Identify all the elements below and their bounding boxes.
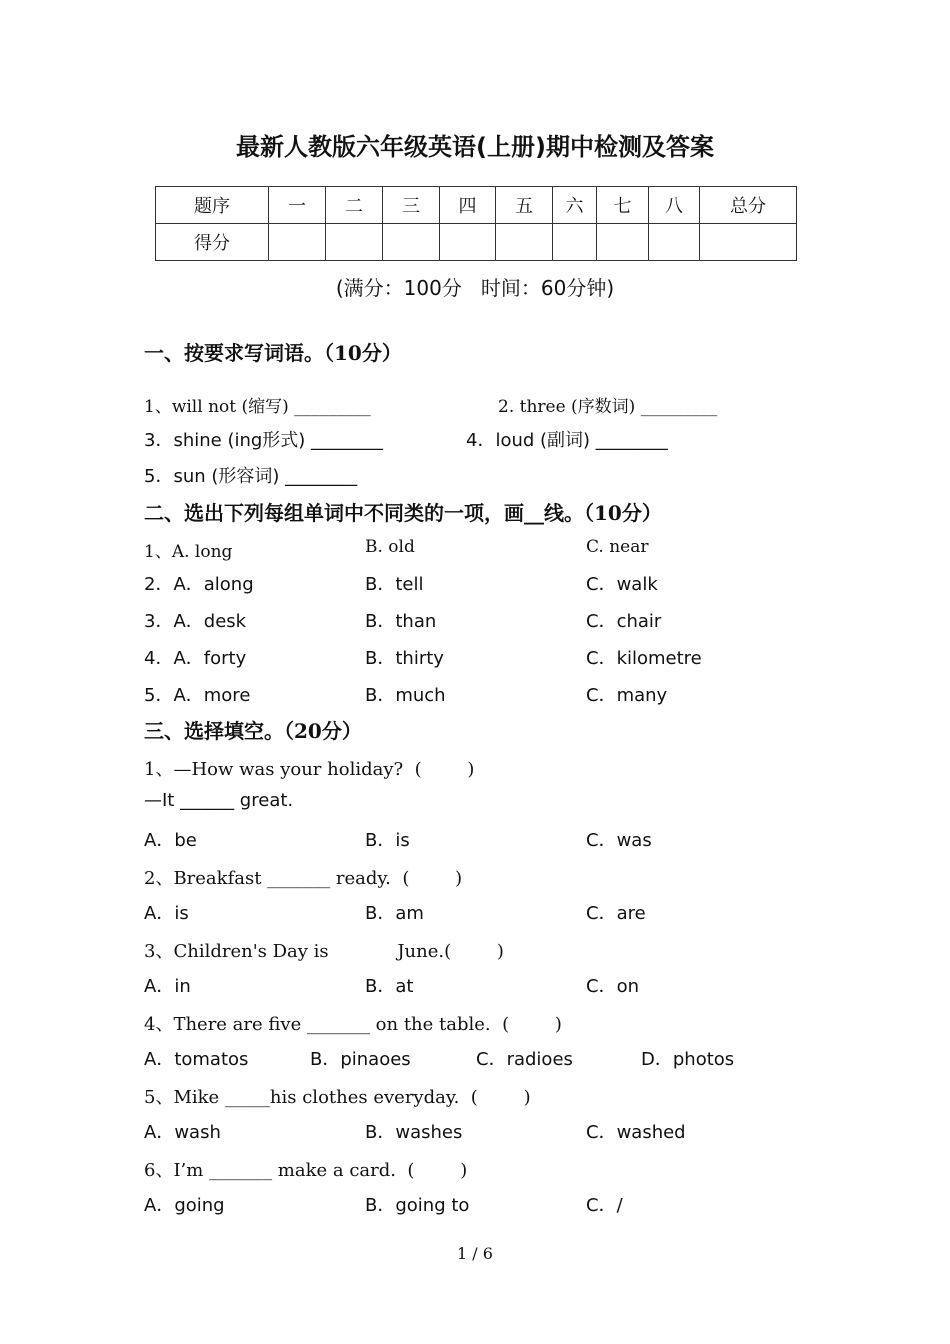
s3-q2-option-b: B．am (365, 903, 424, 924)
s2-q4-option-a: 4．A．forty (144, 648, 247, 669)
header-cell: 三 (383, 187, 440, 224)
s2-q5-option-c: C．many (586, 685, 668, 706)
score-header-row (156, 187, 797, 224)
section-3-heading: 三、选择填空。（20分） (144, 719, 362, 743)
s3-q1-line2: —It ______ great. (144, 790, 294, 811)
s3-q3-option-a: A．in (144, 976, 191, 997)
score-cell[interactable] (553, 224, 597, 261)
header-cell: 二 (326, 187, 383, 224)
s3-q6-stem: 6、I’m _______ make a card. ( ) (144, 1160, 468, 1181)
s3-q6-option-a: A．going (144, 1195, 225, 1216)
s2-q2-option-c: C．walk (586, 574, 658, 595)
s2-q5-option-a: 5．A．more (144, 685, 251, 706)
header-cell: 八 (649, 187, 700, 224)
s3-q5-option-b: B．washes (365, 1122, 463, 1143)
header-cell: 一 (269, 187, 326, 224)
header-cell: 七 (597, 187, 649, 224)
s1-question-3: 3．shine (ing形式) ________ (144, 430, 384, 451)
s3-q5-stem: 5、Mike _____his clothes everyday. ( ) (144, 1087, 531, 1108)
s2-q4-option-c: C．kilometre (586, 648, 702, 669)
s3-q1-option-a: A．be (144, 830, 197, 851)
s3-q5-option-a: A．wash (144, 1122, 221, 1143)
s2-q1-option-a: 1、A. long (144, 542, 233, 562)
score-cell[interactable] (597, 224, 649, 261)
s1-question-5: 5．sun (形容词) ________ (144, 466, 358, 487)
header-cell: 题序 (156, 187, 269, 224)
s3-q6-option-b: B．going to (365, 1195, 470, 1216)
s3-q2-option-c: C．are (586, 903, 646, 924)
page-number: 1 / 6 (457, 1244, 493, 1263)
s2-q3-option-a: 3．A．desk (144, 611, 247, 632)
s3-q2-option-a: A．is (144, 903, 189, 924)
row-label-cell: 得分 (156, 224, 269, 261)
header-cell: 六 (553, 187, 597, 224)
s3-q1-stem: 1、—How was your holiday? ( ) (144, 759, 475, 780)
score-cell[interactable] (496, 224, 553, 261)
s2-q4-option-b: B．thirty (365, 648, 444, 669)
score-cell[interactable] (700, 224, 797, 261)
s2-q3-option-b: B．than (365, 611, 437, 632)
exam-meta: (满分：100分 时间：60分钟) (335, 276, 615, 300)
s3-q3-stem: 3、Children's Day is June.( ) (144, 941, 504, 962)
s3-q3-option-c: C．on (586, 976, 639, 997)
score-value-row (156, 224, 797, 261)
score-cell[interactable] (649, 224, 700, 261)
s2-q2-option-b: B．tell (365, 574, 424, 595)
s2-q1-option-b: B. old (365, 537, 415, 557)
score-cell[interactable] (326, 224, 383, 261)
section-1-heading: 一、按要求写词语。（10分） (144, 341, 402, 365)
s3-q3-option-b: B．at (365, 976, 414, 997)
s3-q4-option-d: D．photos (641, 1049, 735, 1070)
s2-q1-option-c: C. near (586, 537, 649, 557)
s3-q4-option-c: C．radioes (476, 1049, 573, 1070)
s3-q4-stem: 4、There are five _______ on the table. ( ) (144, 1014, 562, 1035)
s3-q2-stem: 2、Breakfast _______ ready. ( ) (144, 868, 463, 889)
s3-q1-option-c: C．was (586, 830, 652, 851)
header-cell: 五 (496, 187, 553, 224)
s1-question-1: 1、will not (缩写) _________ (144, 397, 371, 417)
page-title: 最新人教版六年级英语(上册)期中检测及答案 (236, 133, 714, 161)
s2-q5-option-b: B．much (365, 685, 446, 706)
s3-q5-option-c: C．washed (586, 1122, 686, 1143)
header-cell: 总分 (700, 187, 797, 224)
s2-q3-option-c: C．chair (586, 611, 662, 632)
s3-q4-option-b: B．pinaoes (310, 1049, 411, 1070)
score-table (155, 186, 797, 261)
s1-question-2: 2. three (序数词) _________ (498, 397, 718, 417)
s3-q6-option-c: C．/ (586, 1195, 623, 1216)
s3-q4-option-a: A．tomatos (144, 1049, 249, 1070)
score-cell[interactable] (383, 224, 440, 261)
s3-q1-option-b: B．is (365, 830, 410, 851)
s2-q2-option-a: 2．A．along (144, 574, 254, 595)
header-cell: 四 (440, 187, 496, 224)
s1-question-4: 4．loud (副词) ________ (466, 430, 668, 451)
score-cell[interactable] (440, 224, 496, 261)
score-cell[interactable] (269, 224, 326, 261)
section-2-heading: 二、选出下列每组单词中不同类的一项，画__线。（10分） (144, 501, 662, 525)
